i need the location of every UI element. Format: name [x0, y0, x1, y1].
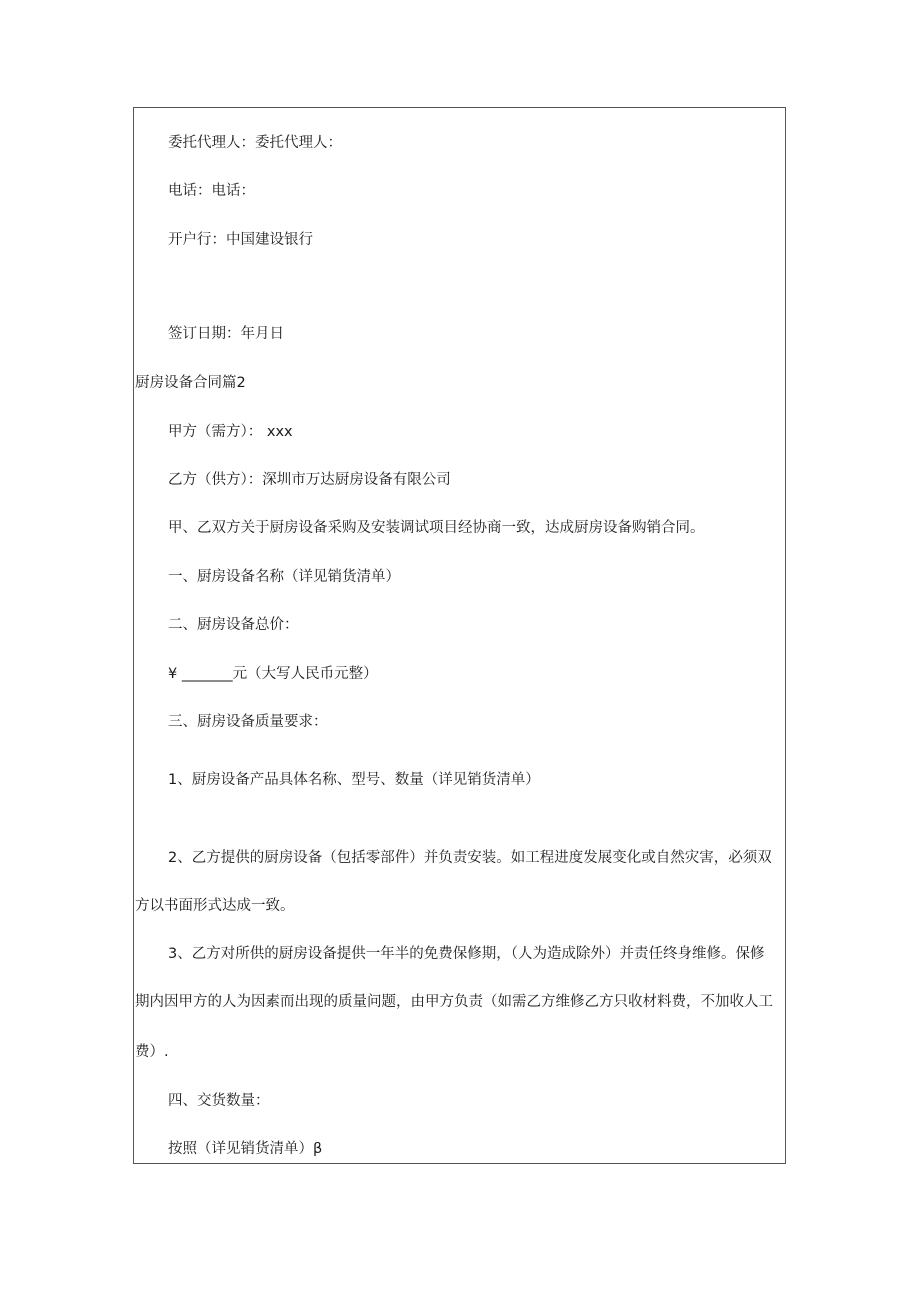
- proxy-line: 委托代理人：委托代理人：: [168, 135, 342, 151]
- party-a-line: 甲方（需方）： xxx: [168, 424, 293, 440]
- agreement-line: 甲、乙双方关于厨房设备采购及安装调试项目经协商一致，达成厨房设备购销合同。: [168, 520, 705, 536]
- section-heading: 厨房设备合同篇2: [135, 375, 246, 391]
- delivery-line: 按照（详见销货清单）β: [168, 1141, 323, 1157]
- clause-3-title: 三、厨房设备质量要求：: [168, 714, 328, 730]
- price-line: ¥ _______元（大写人民币元整）: [168, 666, 378, 682]
- quality-item-2-line-2: 方以书面形式达成一致。: [135, 898, 295, 914]
- clause-1-title: 一、厨房设备名称（详见销货清单）: [168, 569, 400, 585]
- quality-item-3-line-1: 3、乙方对所供的厨房设备提供一年半的免费保修期，（人为造成除外）并责任终身维修。保修: [168, 946, 765, 962]
- quality-item-2-line-1: 2、乙方提供的厨房设备（包括零部件）并负责安装。如工程进度发展变化或自然灾害，必须双: [168, 850, 772, 866]
- bank-line: 开户行：中国建设银行: [168, 232, 313, 248]
- phone-line: 电话：电话：: [168, 183, 255, 199]
- document-frame: [133, 107, 786, 1164]
- party-b-line: 乙方（供方）：深圳市万达厨房设备有限公司: [168, 472, 451, 488]
- signing-date-line: 签订日期：年月日: [168, 326, 284, 342]
- quality-item-3-line-2: 期内因甲方的人为因素而出现的质量问题，由甲方负责（如需乙方维修乙方只收材料费，不加收人工: [135, 994, 773, 1010]
- quality-item-3-line-3: 费）.: [135, 1044, 169, 1060]
- quality-item-1: 1、厨房设备产品具体名称、型号、数量（详见销货清单）: [168, 772, 540, 788]
- clause-2-title: 二、厨房设备总价：: [168, 617, 299, 633]
- clause-4-title: 四、交货数量：: [168, 1093, 270, 1109]
